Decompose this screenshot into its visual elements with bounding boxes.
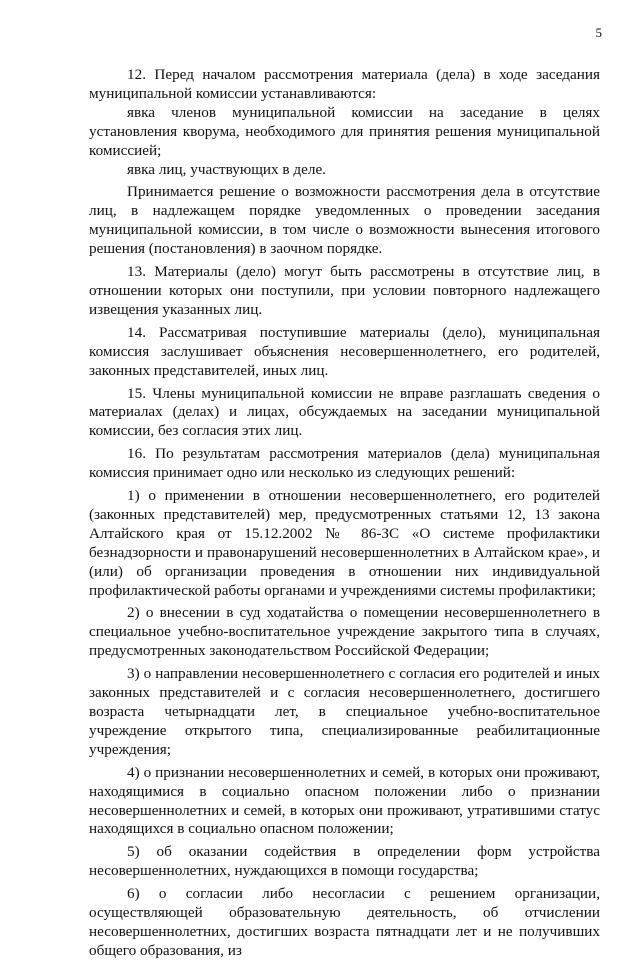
paragraph-12-attendance: явка лиц, участвующих в деле. [127,160,326,178]
paragraph-16-item-1: 1) о применении в отношении несовершеннолетнего, его родителей (законных представителей) мер, предусмотренных статьями 12, 13 закона Алтайского края от 15.12.2002 № 86-ЗС «О системе профилактики безнадзорности и правонарушений несовершеннолетних в Алтайском крае», и (или) об организации проведения в отношении них индивидуальной профилактической работы органами и учреждениями системы профилактики; [89,487,600,599]
paragraph-16-item-4: 4) о признании несовершеннолетних и семей, в которых они проживают, находящимися в социально опасном положении либо о признании несовершеннолетних и семей, в которых они проживают, утратившими статус находящихся в социально опасном положении; [89,763,600,838]
paragraph-16-item-5: 5) об оказании содействия в определении форм устройства несовершеннолетних, нуждающихся в помощи государства; [89,843,600,880]
paragraph-12-decision: Принимается решение о возможности рассмотрения дела в отсутствие лиц, в надлежащем порядке уведомленных о проведении заседания муниципальной комиссии, в том числе о возможности вынесения итогового решения (постановления) в заочном порядке. [89,183,600,258]
paragraph-14: 14. Рассматривая поступившие материалы (дело), муниципальная комиссия заслушивает объяснения несовершеннолетнего, его родителей, законных представителей, иных лиц. [89,323,600,379]
paragraph-13: 13. Материалы (дело) могут быть рассмотрены в отсутствие лиц, в отношении которых они поступили, при условии повторного надлежащего извещения указанных лиц. [89,263,600,318]
page-number: 5 [595,25,602,40]
paragraph-16-item-3: 3) о направлении несовершеннолетнего с согласия его родителей и иных законных представителей и с согласия несовершеннолетнего, достигшего возраста четырнадцати лет, в специальное учебно-воспитательное учреждение открытого типа, специализированные реабилитационные учреждения; [89,665,600,758]
paragraph-16-item-2: 2) о внесении в суд ходатайства о помещении несовершеннолетнего в специальное учебно-воспитательное учреждение закрытого типа в случаях, предусмотренных законодательством Российской Федерации; [89,604,600,660]
paragraph-15: 15. Члены муниципальной комиссии не вправе разглашать сведения о материалах (делах) и лицах, обсуждаемых на заседании муниципальной комиссии, без согласия этих лиц. [89,384,600,440]
paragraph-16-item-6: 6) о согласии либо несогласии с решением организации, осуществляющей образовательную деятельность, об отчислении несовершеннолетних, достигших возраста пятнадцати лет и не получивших общего образования, из [89,885,600,959]
paragraph-12-intro: 12. Перед началом рассмотрения материала (дела) в ходе заседания муниципальной комиссии устанавливаются: [89,66,600,102]
paragraph-12-quorum: явка членов муниципальной комиссии на заседание в целях установления кворума, необходимого для принятия решения муниципальной комиссией; [89,103,600,159]
document-body [89,66,600,961]
paragraph-16-intro: 16. По результатам рассмотрения материалов (дела) муниципальная комиссия принимает одно или несколько из следующих решений: [89,445,600,482]
